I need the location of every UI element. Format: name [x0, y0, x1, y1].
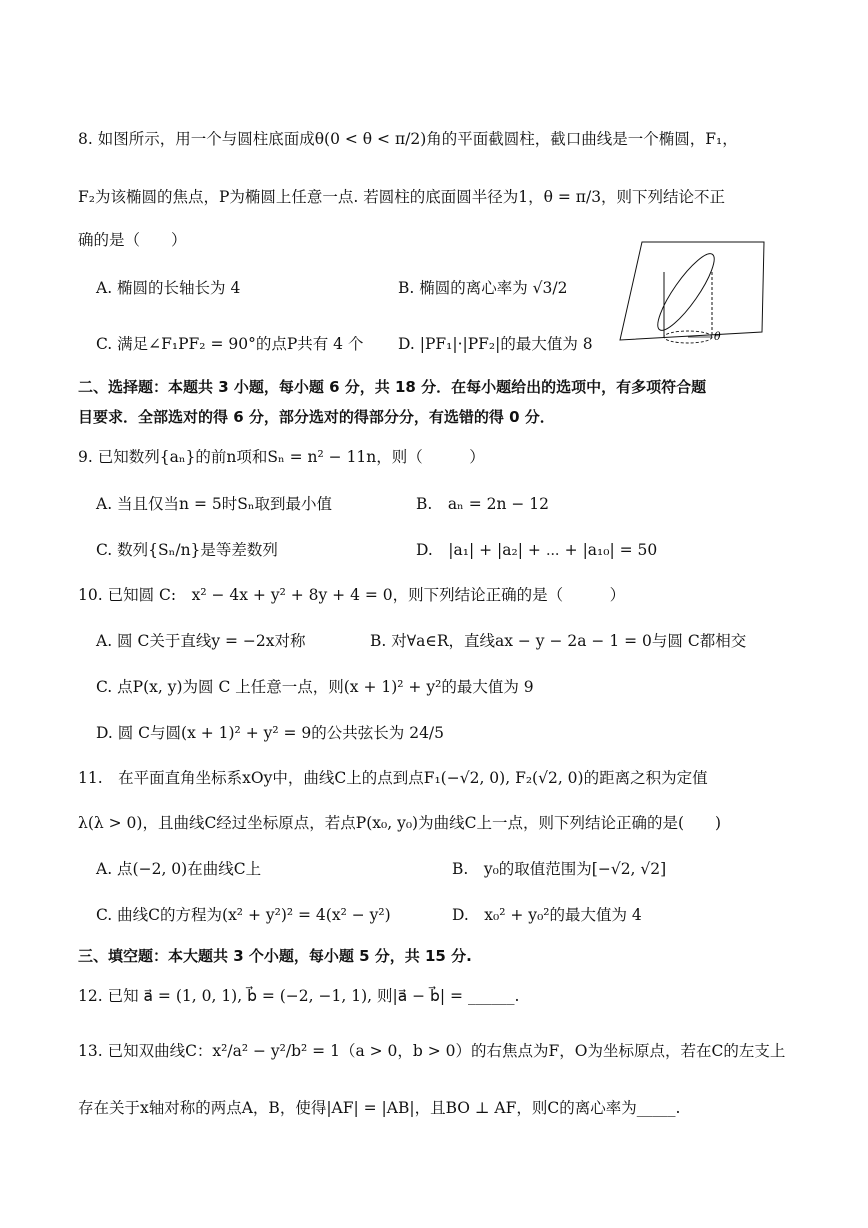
q10-stem: 10. 已知圆 C: x² − 4x + y² + 8y + 4 = 0，则下列结论正确的是（ ）	[78, 586, 626, 604]
q13-line-1: 13. 已知双曲线C：x²/a² − y²/b² = 1（a > 0，b > 0）的右焦点为F，O为坐标原点，若在C的左支上	[78, 1042, 786, 1060]
q11-line-1: 11. 在平面直角坐标系xOy中，曲线C上的点到点F₁(−√2, 0), F₂(√2, 0)的距离之积为定值	[78, 769, 708, 787]
q12-stem: 12. 已知 a⃗ = (1, 0, 1), b⃗ = (−2, −1, 1), 则|a⃗ − b⃗| = ______.	[78, 987, 520, 1005]
q8-line-1: 8. 如图所示，用一个与圆柱底面成θ(0 < θ < π/2)角的平面截圆柱，截口曲线是一个椭圆，F₁，	[78, 130, 738, 148]
q8-line-3: 确的是（ ）	[78, 231, 187, 249]
q10-option-c: C. 点P(x, y)为圆 C 上任意一点，则(x + 1)² + y²的最大值为 9	[96, 678, 534, 696]
q8-line-2: F₂为该椭圆的焦点，P为椭圆上任意一点. 若圆柱的底面圆半径为1，θ = π/3，则下列结论不正	[78, 188, 726, 206]
q10-option-a: A. 圆 C关于直线y = −2x对称	[96, 632, 306, 650]
q11-option-d: D. x₀² + y₀²的最大值为 4	[452, 906, 642, 924]
q8-option-c: C. 满足∠F₁PF₂ = 90°的点P共有 4 个	[96, 335, 364, 353]
q11-option-b: B. y₀的取值范围为[−√2, √2]	[452, 860, 667, 878]
q9-option-a: A. 当且仅当n = 5时Sₙ取到最小值	[96, 495, 333, 513]
q9-stem: 9. 已知数列{aₙ}的前n项和Sₙ = n² − 11n，则（ ）	[78, 448, 485, 466]
q9-option-c: C. 数列{Sₙ/n}是等差数列	[96, 541, 278, 559]
q10-option-d: D. 圆 C与圆(x + 1)² + y² = 9的公共弦长为 24/5	[96, 724, 445, 742]
q13-line-2: 存在关于x轴对称的两点A，B，使得|AF| = |AB|，且BO ⊥ AF，则C的离心率为_____.	[78, 1099, 681, 1117]
q11-line-2: λ(λ > 0)，且曲线C经过坐标原点，若点P(x₀, y₀)为曲线C上一点，则下列结论正确的是( )	[78, 814, 722, 832]
q8-option-a: A. 椭圆的长轴长为 4	[96, 279, 241, 297]
q8-option-b: B. 椭圆的离心率为 √3/2	[398, 279, 568, 297]
section-2-heading-line-1: 二、选择题：本题共 3 小题，每小题 6 分，共 18 分．在每小题给出的选项中，有多项符合题	[78, 378, 707, 396]
q9-option-b: B. aₙ = 2n − 12	[416, 495, 550, 513]
q11-option-a: A. 点(−2, 0)在曲线C上	[96, 860, 262, 878]
q8-option-d: D. |PF₁|·|PF₂|的最大值为 8	[398, 335, 593, 353]
section-2-heading-line-2: 目要求．全部选对的得 6 分，部分选对的得部分分，有选错的得 0 分．	[78, 408, 555, 426]
figure-theta-label: θ	[714, 330, 721, 343]
q10-option-b: B. 对∀a∈R，直线ax − y − 2a − 1 = 0与圆 C都相交	[370, 632, 747, 650]
q9-option-d: D. |a₁| + |a₂| + ⋯ + |a₁₀| = 50	[416, 541, 658, 559]
section-3-heading: 三、填空题：本大题共 3 个小题，每小题 5 分，共 15 分.	[78, 947, 472, 965]
cylinder-figure	[612, 222, 772, 352]
q11-option-c: C. 曲线C的方程为(x² + y²)² = 4(x² − y²)	[96, 906, 391, 924]
